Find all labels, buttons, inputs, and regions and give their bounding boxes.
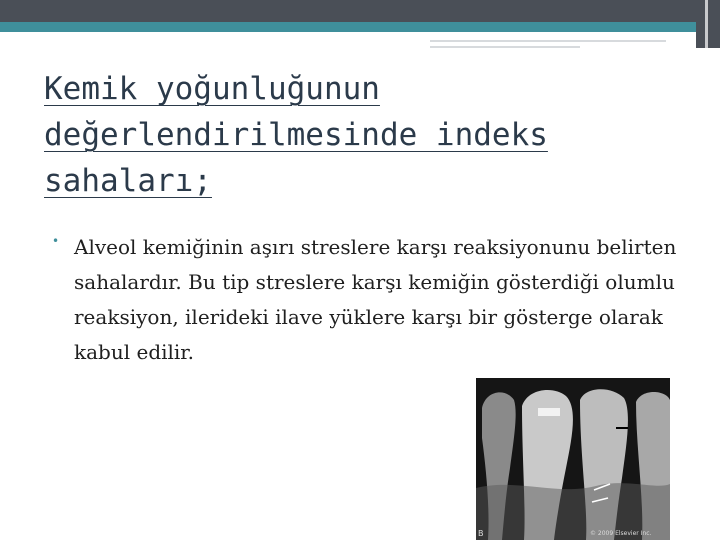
figure-label: B (478, 529, 484, 538)
slide-title: Kemik yoğunluğunun değerlendirilmesinde indeks sahaları; (44, 71, 548, 199)
bullet-icon: • (52, 234, 60, 248)
bullet-item (52, 230, 692, 370)
decorative-line (430, 40, 666, 42)
bullet-text: Alveol kemiğinin aşırı streslere karşı reaksiyonunu belirten sahalardır. Bu tip streslere karşı kemiğin gösterdiği olumlu reaksiyon, ilerideki ilave yüklere karşı bir gösterge olarak kabul edilir. (74, 235, 677, 364)
header-accent-band (0, 22, 720, 32)
figure-credit: © 2009 Elsevier Inc. (590, 530, 652, 537)
header-corner-block (696, 0, 720, 48)
header-bar (0, 0, 720, 22)
decorative-line (430, 46, 580, 48)
header-corner-stripe (705, 0, 708, 48)
dental-xray-image (476, 378, 670, 540)
